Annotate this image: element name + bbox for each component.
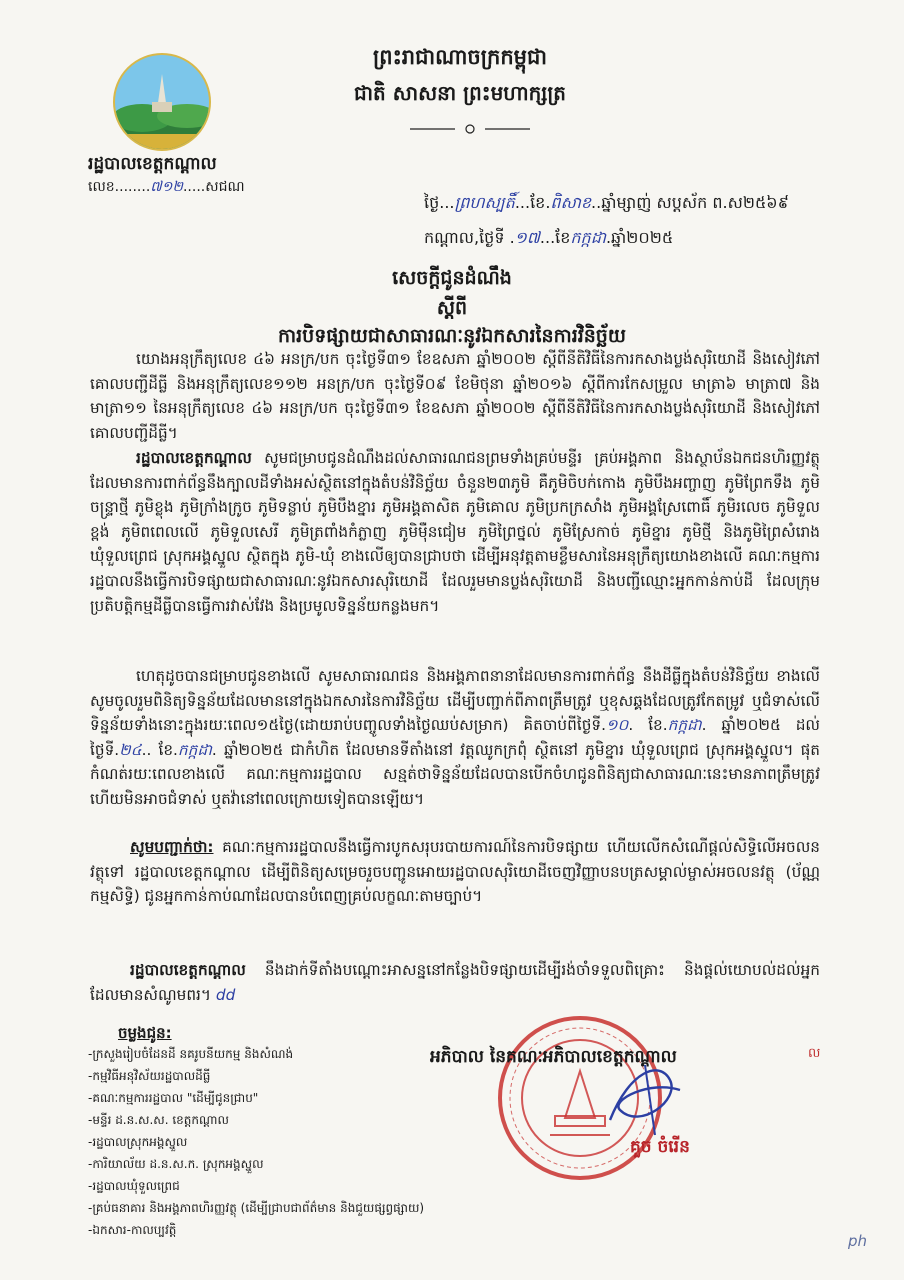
paragraph-announcement-text: សូមជម្រាបជូនដំណឹងដល់សាធារណជនព្រមទាំងគ្រប់មន្ទីរ គ្រប់អង្គភាព និងស្ថាប័នឯកជនហិរញ្ញវត្ថុ ដែលមានការពាក់ព័ន្ធនឹងក្បាលដីទាំងអស់ស្ថិតនៅក្នុងតំបន់វិនិច្ឆ័យ ចំនួន២៣ភូមិ គឺភូមិចិបក់កោង ភូមិបឹងអញ្ចាញ ភូមិព្រែកទឹង ភូមិចន្រ្ទាថ្មី ភូមិខ្លុង ភូមិក្រាំងក្រូច ភូមិទន្លាប់ ភូមិបឹងខ្នារ ភូមិអង្គតាសិត ភូមិគោល ភូមិប្រកក្រសាំង ភូមិអង្គស្រែពោធិ៍ ភូមិរលេច ភូមិទួលខ្ពង់ ភូមិពពេលលើ ភូមិទួលសេរី ភូមិត្រពាំងកំភ្លាញ ភូមិម៉ឺនជៀម ភូមិព្រៃថ្នល់ ភូមិស្រែកាច់ ភូមិខ្នារ ភូមិថ្មី និងភូមិព្រៃសំរោង ឃុំទួលព្រេជ ស្រុកអង្គស្នួល ស្ថិតក្នុង ភូមិ-ឃុំ ខាងលើឲ្យបានជ្រាបថា ដើម្បីអនុវត្តតាមខ្លឹមសារនៃអនុក្រឹត្យយោងខាងលើ គណៈកម្មការរដ្ឋបាលនឹងធ្វើការបិទផ្សាយជាសាធារណៈនូវឯកសារសុរិយោដី ដែលរួមមានប្លង់សុរិយោដី និងបញ្ជីឈ្មោះអ្នកកាន់កាប់ដី ដែលក្រុមប្រតិបត្តិកម្មដីធ្លីបានធ្វើការវាស់វែង និងប្រមូលទិន្នន័យកន្លងមក។ (90, 449, 820, 615)
cc-item: -គណៈកម្មការរដ្ឋបាល "ដើម្បីជូនជ្រាប" (88, 1091, 259, 1105)
paragraph-consultation (90, 958, 820, 1007)
lunar-year: ឆ្នាំម្សាញ់ សប្តស័ក ព.ស២៥៦៩ (601, 193, 789, 212)
notice-subject-label: ស្ដីពី (436, 297, 468, 319)
lunar-month-prefix: ខែ (530, 193, 546, 212)
solar-month-prefix: ខែ (555, 228, 571, 247)
cc-item: -កម្មវិធីអនុវិស័យរដ្ឋបាលដីធ្លី (88, 1069, 211, 1083)
start-month: កក្កដា (667, 716, 702, 735)
solar-day-prefix: កណ្ដាល,ថ្ងៃទី (424, 228, 505, 247)
start-year-text: ឆ្នាំ២០២៥ ដល់ថ្ងៃទី (90, 716, 820, 759)
solar-date: កណ្ដាល,ថ្ងៃទី .១៧...ខែកក្កដា.ឆ្នាំ២០២៥ (424, 228, 674, 247)
solar-year: ឆ្នាំ២០២៥ (611, 228, 674, 247)
cc-item: -រដ្ឋបាលស្រុកអង្គស្នួល (88, 1135, 188, 1149)
signatory-title: អភិបាល នៃគណៈអភិបាលខេត្តកណ្ដាល (430, 1047, 677, 1067)
cc-item: -គ្រប់ធនាគារ និងអង្គភាពហិរញ្ញវត្ថុ (ដើម្បីជ្រាបជាព័ត៌មាន និងជួយផ្សព្វផ្សាយ) (88, 1201, 425, 1215)
notice-title: សេចក្ដីជូនដំណឹង (392, 267, 512, 289)
cc-item: -ក្រសួងរៀបចំដែនដី នគរូបនីយកម្ម និងសំណង់ (88, 1047, 294, 1061)
signature-initial: ល (808, 1046, 821, 1061)
ornament-divider (400, 122, 540, 136)
letter-number-prefix: លេខ (88, 179, 115, 195)
provincial-logo (112, 52, 212, 152)
lunar-day-value: ព្រហស្បតិ៍ (454, 193, 515, 212)
consultation-text: នឹងដាក់ទីតាំងបណ្ដោះអាសន្ននៅកន្លែងបិទផ្សាយដើម្បីរង់ចាំទទួលពិគ្រោះ និងផ្ដល់យោបល់ដល់អ្នកដែលមានសំណូមពរ។ (90, 961, 820, 1004)
letter-number-value: ៧១២ (150, 179, 183, 195)
inspection-text-end: ឆ្នាំ២០២៥ ជាកំហិត ដែលមានទីតាំងនៅ វត្តឈូកក្រពុំ ស្ថិតនៅ ភូមិខ្នារ ឃុំទួលព្រេជ ស្រុកអង្គស្នួល។ ផុតកំណត់រយៈពេលខាងលើ គណៈកម្មការរដ្ឋបាល សន្មត់ថាទិន្នន័យដែលបានបើកចំហជូនពិនិត្យជាសាធារណៈនេះមានភាពត្រឹមត្រូវហើយមិនអាចជំទាស់ ឬតវ៉ានៅពេលក្រោយទៀតបានឡើយ។ (90, 740, 820, 808)
end-month: កក្កដា (177, 740, 212, 759)
paragraph-announcement-lead: រដ្ឋបាលខេត្តកណ្ដាល (136, 449, 252, 467)
paragraph-reference: យោងអនុក្រឹត្យលេខ ៤៦ អនក្រ/បក ចុះថ្ងៃទី៣១ ខែឧសភា ឆ្នាំ២០០២ ស្ដីពីនីតិវិធីនៃការកសាងប្លង់សុរិយោដី និងសៀវភៅគោលបញ្ជីដីធ្លី និងអនុក្រឹត្យលេខ១១២ អនក្រ/បក ចុះថ្ងៃទី០៩ ខែមិថុនា ឆ្នាំ២០១៦ ស្ដីពីការកែសម្រួល មាត្រា៦ មាត្រា៧ និងមាត្រា១១ នៃអនុក្រឹត្យលេខ ៤៦ អនក្រ/បក ចុះថ្ងៃទី៣១ ខែឧសភា ឆ្នាំ២០០២ ស្ដីពីនីតិវិធីនៃការកសាងប្លង់សុរិយោដី និងសៀវភៅគោលបញ្ជីដីធ្លី។ (90, 350, 820, 442)
kingdom-title: ព្រះរាជាណាចក្រកម្ពុជា (372, 45, 547, 69)
letter-number: លេខ........៧១២.....សជណ (88, 179, 245, 195)
clarification-text: គណៈកម្មការរដ្ឋបាលនឹងធ្វើការបូកសរុបរបាយការណ៍នៃការបិទផ្សាយ ហើយលើកសំណើផ្ដល់សិទ្ធិលើអចលនវត្ថុទៅ រដ្ឋបាលខេត្តកណ្ដាល ដើម្បីពិនិត្យសម្រេចរួចបញ្ជូនអោយរដ្ឋបាលសុរិយោដីចេញវិញ្ញាបនបត្រសម្គាល់ម្ចាស់អចលនវត្ថុ (ប័ណ្ណកម្មសិទ្ធិ) ជូនអ្នកកាន់កាប់ណាដែលបានបំពេញគ្រប់លក្ខណៈតាមច្បាប់។ (90, 838, 820, 906)
paragraph-clarification (90, 835, 820, 909)
clarification-lead: សូមបញ្ជាក់ថា: (130, 838, 214, 856)
start-day: ១០ (605, 716, 629, 735)
end-month-prefix: ខែ (151, 740, 174, 759)
notice-subject: ការបិទផ្សាយជាសាធារណៈនូវឯកសារនៃការវិនិច្ឆ័យ (278, 325, 626, 347)
letter-number-suffix: សជណ (205, 179, 245, 195)
lunar-month-value: ពិសាខ (550, 193, 592, 212)
lunar-day-prefix: ថ្ងៃ (424, 193, 440, 212)
lunar-date: ថ្ងៃ...ព្រហស្បតិ៍...ខែ.ពិសាខ..ឆ្នាំម្សាញ់ សប្តស័ក ព.ស២៥៦៩ (424, 193, 789, 212)
paragraph-inspection-period: ហេតុដូចបានជម្រាបជូនខាងលើ សូមសាធារណជន និងអង្គភាពនានាដែលមានការពាក់ព័ន្ធ នឹងដីធ្លីក្នុងតំបន់វិនិច្ឆ័យ ខាងលើសូមចូលរួមពិនិត្យទិន្នន័យដែលមាននៅក្នុងឯកសារនៃការវិនិច្ឆ័យ ដើម្បីបញ្ជាក់ពីភាពត្រឹមត្រូវ ឬខុសឆ្គងដែលត្រូវកែតម្រូវ ឬជំទាស់លើទិន្នន័យទាំងនោះក្នុងរយៈពេល១៥ថ្ងៃ(ដោយរាប់បញ្ចូលទាំងថ្ងៃឈប់សម្រាក) គិតចាប់ពីថ្ងៃទី.១០. ខែ.កក្កដា. ឆ្នាំ២០២៥ ដល់ថ្ងៃទី.២៤.. ខែ.កក្កដា. ឆ្នាំ២០២៥ ជាកំហិត ដែលមានទីតាំងនៅ វត្តឈូកក្រពុំ ស្ថិតនៅ ភូមិខ្នារ ឃុំទួលព្រេជ ស្រុកអង្គស្នួល។ ផុតកំណត់រយៈពេលខាងលើ គណៈកម្មការរដ្ឋបាល សន្មត់ថាទិន្នន័យដែលបានបើកចំហជូនពិនិត្យជាសាធារណៈនេះមានភាពត្រឹមត្រូវហើយមិនអាចជំទាស់ ឬតវ៉ានៅពេលក្រោយទៀតបានឡើយ។ (90, 667, 820, 808)
agency-name: រដ្ឋបាលខេត្តកណ្ដាល (88, 154, 217, 174)
signer-name: គួច ចំរើន (630, 1137, 690, 1157)
national-motto: ជាតិ សាសនា ព្រះមហាក្សត្រ (354, 81, 566, 105)
solar-day-value: ១៧ (514, 228, 540, 247)
signature (600, 1050, 690, 1140)
paragraph-announcement (90, 446, 820, 618)
cc-item: -មន្ទីរ ដ.ន.ស.ស. ខេត្តកណ្ដាល (88, 1113, 229, 1127)
inspection-text: ហេតុដូចបានជម្រាបជូនខាងលើ សូមសាធារណជន និងអង្គភាពនានាដែលមានការពាក់ព័ន្ធ នឹងដីធ្លីក្នុងតំបន់វិនិច្ឆ័យ ខាងលើសូមចូលរួមពិនិត្យទិន្នន័យដែលមាននៅក្នុងឯកសារនៃការវិនិច្ឆ័យ ដើម្បីបញ្ជាក់ពីភាពត្រឹមត្រូវ ឬខុសឆ្គងដែលត្រូវកែតម្រូវ ឬជំទាស់លើទិន្នន័យទាំងនោះក្នុងរយៈពេល១៥ថ្ងៃ(ដោយរាប់បញ្ចូលទាំងថ្ងៃឈប់សម្រាក) គិតចាប់ពីថ្ងៃទី (90, 667, 820, 735)
page-mark: ph (848, 1232, 868, 1250)
cc-title: ចម្លងជូន: (118, 1024, 172, 1042)
consultation-lead: រដ្ឋបាលខេត្តកណ្ដាល (130, 961, 246, 979)
handwritten-initial: dd (215, 985, 236, 1004)
solar-month-value: កក្កដា (570, 228, 606, 247)
cc-item: -រដ្ឋបាលឃុំទួលព្រេជ (88, 1179, 180, 1193)
end-day: ២៤ (119, 740, 142, 759)
cc-item: -ឯកសារ-កាលប្បវត្តិ (88, 1223, 177, 1237)
cc-item: -ការិយាល័យ ដ.ន.ស.ក. ស្រុកអង្គស្នួល (88, 1157, 264, 1171)
start-month-prefix: ខែ (633, 716, 663, 735)
